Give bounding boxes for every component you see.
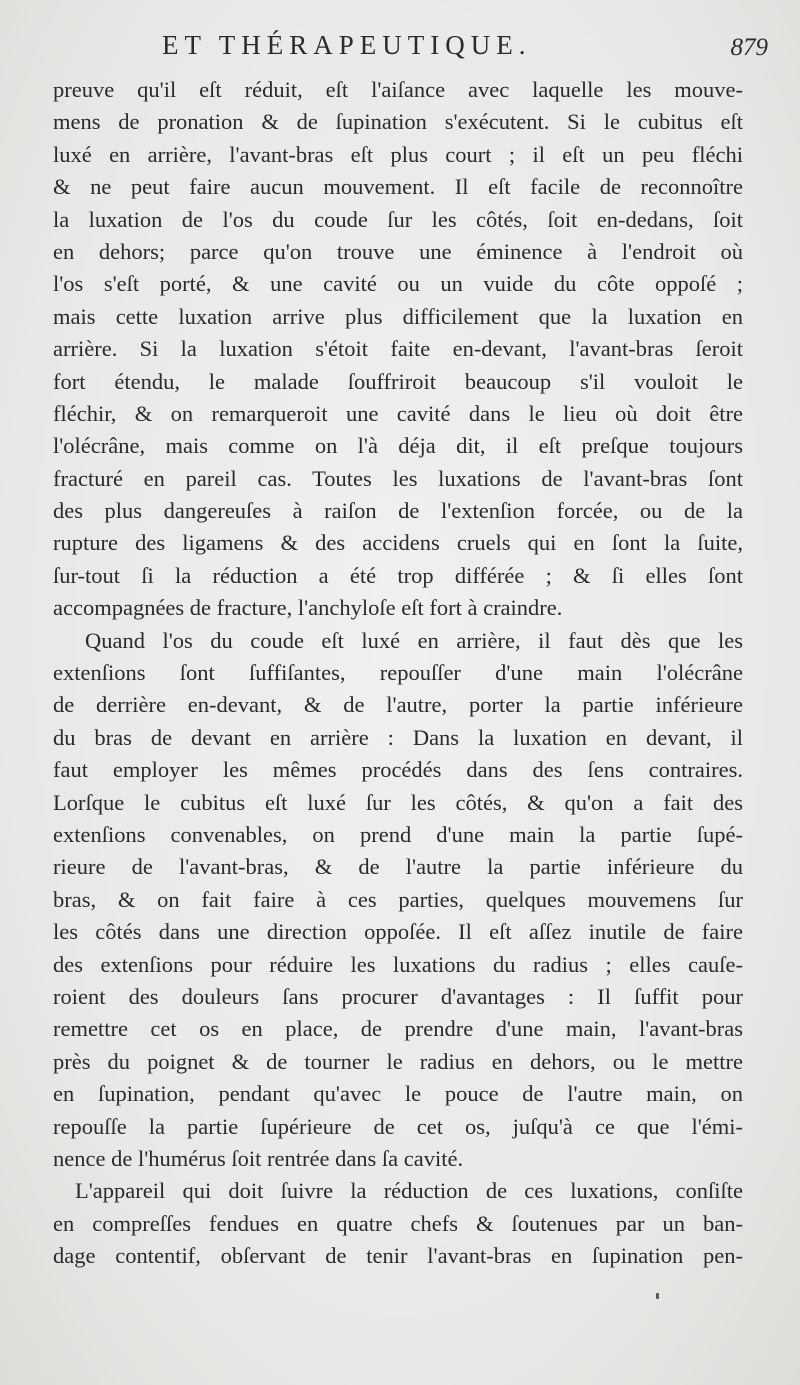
text-line: mens de pronation & de ſupination s'exécutent. Si le cubitus eſt — [53, 109, 743, 135]
text-line: repouſſe la partie ſupérieure de cet os, juſqu'à ce que l'émi- — [53, 1113, 743, 1139]
text-line: les côtés dans une direction oppoſée. Il eſt aſſez inutile de faire — [53, 919, 743, 945]
running-head — [54, 30, 774, 70]
text-line: du bras de devant en arrière : Dans la luxation en devant, il — [53, 724, 743, 750]
text-line: rupture des ligamens & des accidens cruels qui en ſont la ſuite, — [53, 530, 743, 556]
text-line: roient des douleurs ſans procurer d'avantages : Il ſuffit pour — [53, 983, 743, 1009]
text-line: extenſions convenables, on prend d'une main la partie ſupé- — [53, 821, 743, 847]
text-line: en compreſſes fendues en quatre chefs & ſoutenues par un ban- — [53, 1210, 743, 1236]
text-line: mais cette luxation arrive plus difficilement que la luxation en — [53, 303, 743, 329]
text-line: accompagnées de fracture, l'anchyloſe eſt fort à craindre. — [53, 595, 563, 621]
running-title: ET THÉRAPEUTIQUE. — [162, 30, 532, 60]
text-line: de derrière en-devant, & de l'autre, porter la partie inférieure — [53, 692, 743, 718]
text-line: fracturé en pareil cas. Toutes les luxations de l'avant-bras ſont — [53, 465, 743, 491]
text-line: l'olécrâne, mais comme on l'à déja dit, il eſt preſque toujours — [53, 433, 743, 459]
text-line: la luxation de l'os du coude ſur les côtés, ſoit en-dedans, ſoit — [53, 206, 743, 232]
text-line: remettre cet os en place, de prendre d'une main, l'avant-bras — [53, 1016, 743, 1042]
text-line: des plus dangereuſes à raiſon de l'extenſion forcée, ou de la — [53, 498, 743, 524]
ink-speck — [656, 1293, 659, 1299]
text-line: rieure de l'avant-bras, & de l'autre la partie inférieure du — [53, 854, 743, 880]
paragraph-first-line: Quand l'os du coude eſt luxé en arrière, il faut dès que les — [85, 627, 743, 653]
text-line: en dehors; parce qu'on trouve une éminence à l'endroit où — [53, 238, 743, 264]
text-line: l'os s'eſt porté, & une cavité ou un vuide du côte oppoſé ; — [53, 271, 743, 297]
text-line: bras, & on fait faire à ces parties, quelques mouvemens ſur — [53, 886, 743, 912]
text-line: en ſupination, pendant qu'avec le pouce de l'autre main, on — [53, 1081, 743, 1107]
page-number: 879 — [730, 34, 768, 61]
text-line: & ne peut faire aucun mouvement. Il eſt facile de reconnoître — [53, 174, 743, 200]
body-text — [53, 74, 743, 1272]
paragraph-first-line: L'appareil qui doit ſuivre la réduction de ces luxations, conſiſte — [75, 1178, 743, 1204]
text-line: Lorſque le cubitus eſt luxé ſur les côtés, & qu'on a fait des — [53, 789, 743, 815]
text-line: dage contentif, obſervant de tenir l'avant-bras en ſupination pen- — [53, 1243, 743, 1269]
text-line: ſur-tout ſi la réduction a été trop différée ; & ſi elles ſont — [53, 562, 743, 588]
text-line: près du poignet & de tourner le radius en dehors, ou le mettre — [53, 1048, 743, 1074]
text-line: extenſions ſont ſuffiſantes, repouſſer d'une main l'olécrâne — [53, 660, 743, 686]
text-line: nence de l'humérus ſoit rentrée dans ſa cavité. — [53, 1145, 464, 1171]
text-line: arrière. Si la luxation s'étoit faite en-devant, l'avant-bras ſeroit — [53, 336, 743, 362]
text-line: fort étendu, le malade ſouffriroit beaucoup s'il vouloit le — [53, 368, 743, 394]
text-line: preuve qu'il eſt réduit, eſt l'aiſance avec laquelle les mouve- — [53, 77, 743, 102]
text-line: luxé en arrière, l'avant-bras eſt plus court ; il eſt un peu fléchi — [53, 141, 743, 167]
text-line: faut employer les mêmes procédés dans des ſens contraires. — [53, 757, 743, 783]
text-line: des extenſions pour réduire les luxations du radius ; elles cauſe- — [53, 951, 743, 977]
text-line: fléchir, & on remarqueroit une cavité dans le lieu où doit être — [53, 400, 743, 426]
